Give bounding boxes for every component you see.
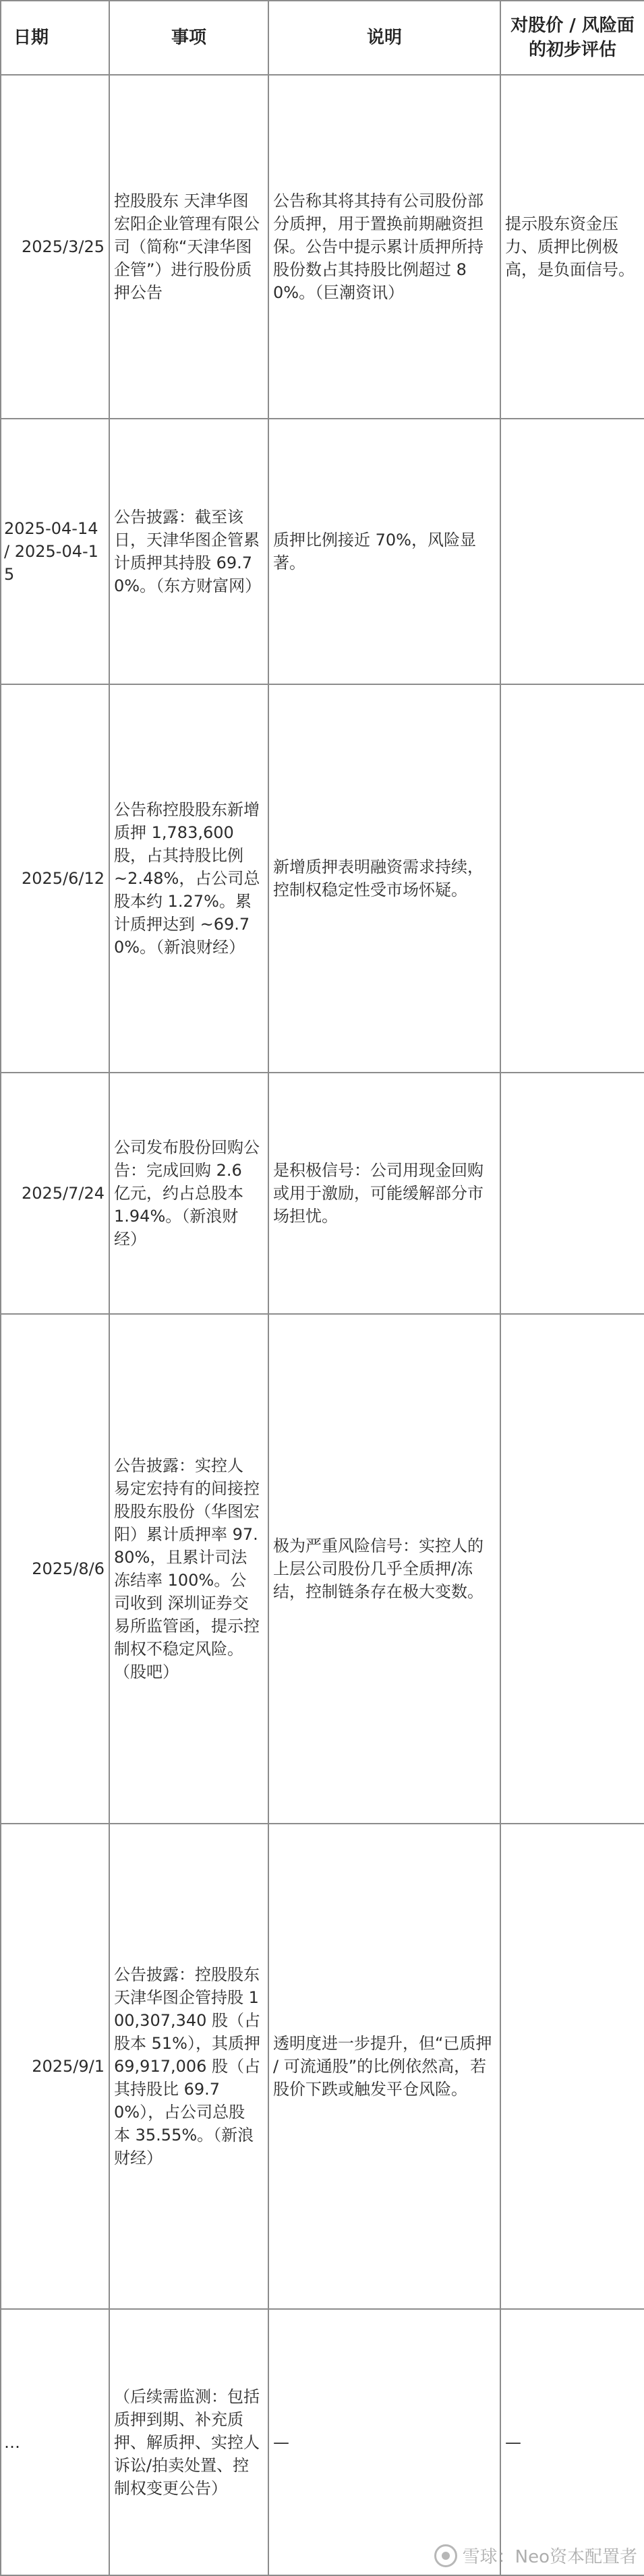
row-impact: [500, 684, 644, 1073]
row-item: 公告披露：实控人 易定宏持有的间接控股股东股份（华图宏阳）累计质押率 97.80%，且累计司法冻结率 100%。公司收到 深圳证券交易所监管函，提示控制权不稳定风险。（股吧）: [109, 1314, 268, 1824]
row-impact: [500, 419, 644, 684]
table-row: [1, 684, 644, 1073]
row-impact: [500, 1824, 644, 2309]
row-item: 公告披露：控股股东天津华图企管持股 100,307,340 股（占股本 51%），其质押 69,917,006 股（占其持股比 69.70%），占公司总股本 35.55%。（新浪财经）: [109, 1824, 268, 2309]
watermark: [434, 2543, 637, 2568]
table-row: [1, 2309, 644, 2575]
row-note: 公告称其将其持有公司股份部分质押，用于置换前期融资担保。公告中提示累计质押所持股份数占其持股比例超过 80%。（巨潮资讯）: [268, 75, 500, 419]
row-impact: 提示股东资金压力、质押比例极高，是负面信号。: [500, 75, 644, 419]
row-date: 2025/7/24: [1, 1073, 109, 1314]
watermark-text: 雪球：Neo资本配置者: [462, 2547, 637, 2567]
header-note: 说明: [268, 1, 500, 75]
table-row: [1, 75, 644, 419]
row-date: 2025-04-14 / 2025-04-15: [1, 419, 109, 684]
row-date: …: [1, 2309, 109, 2575]
row-note: 新增质押表明融资需求持续，控制权稳定性受市场怀疑。: [268, 684, 500, 1073]
row-date: 2025/8/6: [1, 1314, 109, 1824]
row-item: 公告称控股股东新增质押 1,783,600 股，占其持股比例 ~2.48%，占公司总股本约 1.27%。累计质押达到 ~69.70%。（新浪财经）: [109, 684, 268, 1073]
row-date: 2025/3/25: [1, 75, 109, 419]
row-item: 控股股东 天津华图宏阳企业管理有限公司（简称“天津华图企管”）进行股份质押公告: [109, 75, 268, 419]
row-note: 质押比例接近 70%，风险显著。: [268, 419, 500, 684]
row-item: （后续需监测：包括质押到期、补充质押、解质押、实控人诉讼/拍卖处置、控制权变更公告）: [109, 2309, 268, 2575]
row-item: 公告披露：截至该日，天津华图企管累计质押其持股 69.70%。（东方财富网）: [109, 419, 268, 684]
row-note: 极为严重风险信号：实控人的上层公司股份几乎全质押/冻结，控制链条存在极大变数。: [268, 1314, 500, 1824]
table-row: [1, 419, 644, 684]
row-impact: [500, 1073, 644, 1314]
row-note: —: [268, 2309, 500, 2575]
table-row: [1, 1314, 644, 1824]
row-item: 公司发布股份回购公告：完成回购 2.6 亿元，约占总股本 1.94%。（新浪财经）: [109, 1073, 268, 1314]
row-date: 2025/9/1: [1, 1824, 109, 2309]
table-header-row: [1, 1, 644, 75]
row-date: 2025/6/12: [1, 684, 109, 1073]
snowball-icon: [434, 2544, 457, 2567]
row-note: 是积极信号：公司用现金回购或用于激励，可能缓解部分市场担忧。: [268, 1073, 500, 1314]
table-row: [1, 1073, 644, 1314]
header-date: 日期: [1, 1, 109, 75]
row-impact: —: [500, 2309, 644, 2575]
row-note: 透明度进一步提升，但“已质押 / 可流通股”的比例依然高，若股价下跌或触发平仓风险。: [268, 1824, 500, 2309]
header-impact: 对股价 / 风险面的初步评估: [500, 1, 644, 75]
row-impact: [500, 1314, 644, 1824]
header-item: 事项: [109, 1, 268, 75]
table-row: [1, 1824, 644, 2309]
